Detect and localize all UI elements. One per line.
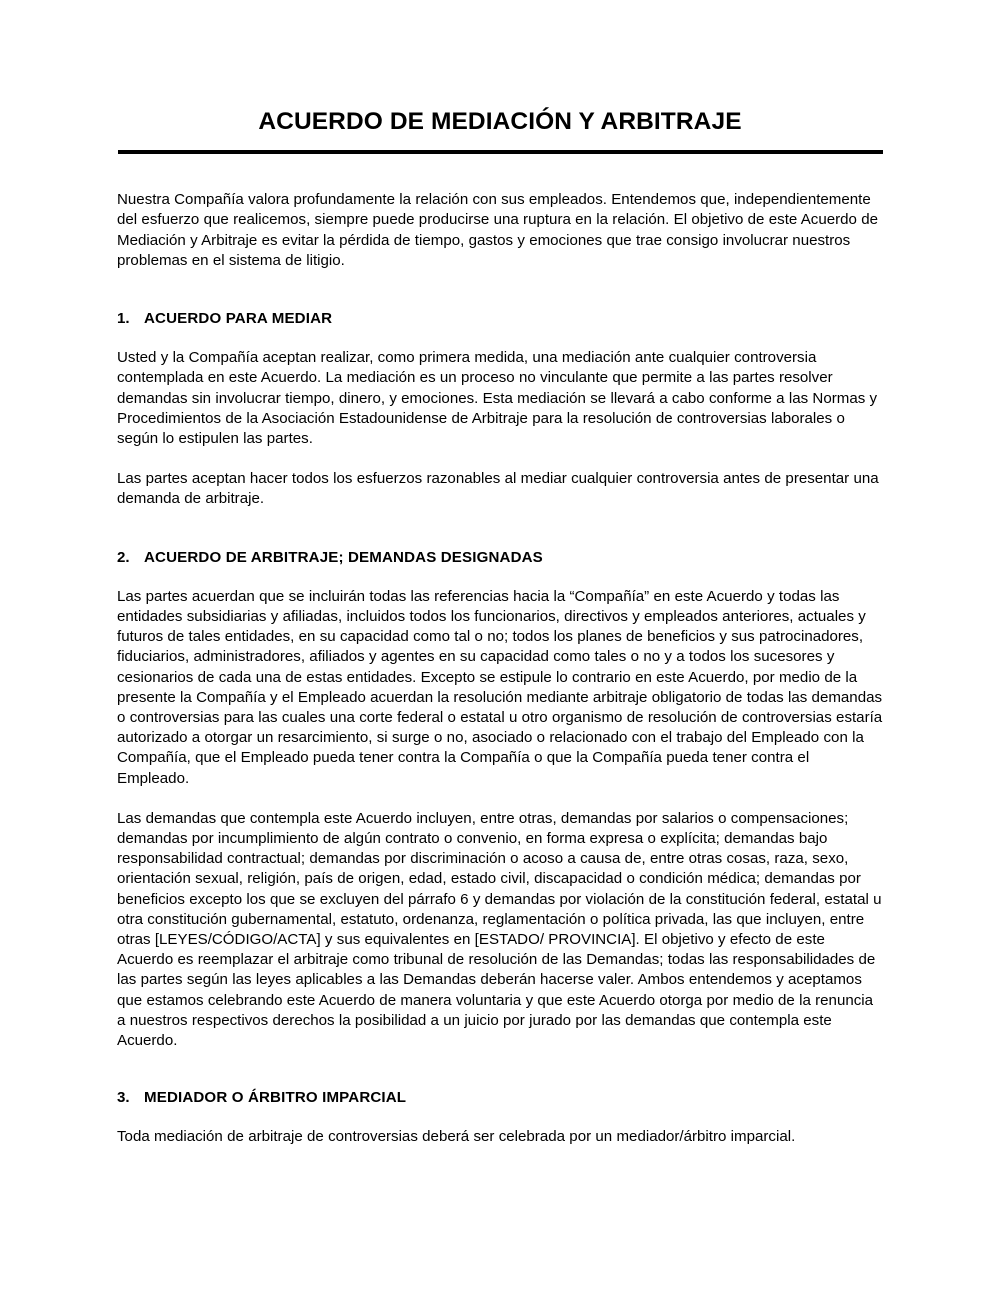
section-number-2: 2. [117,548,130,566]
section-title-1: ACUERDO PARA MEDIAR [144,309,333,327]
section-1-paragraph-1: Usted y la Compañía aceptan realizar, como primera medida, una mediación ante cualquier controversia contemplada en este Acuerdo. La mediación es un proceso no vinculante que permite a las partes resolver demandas sin involucrar tiempo, dinero, y emociones. Esta mediación se llevará a cabo conforme a las Normas y Procedimientos de la Asociación Estadounidense de Arbitraje para la resolución de controversias laborales o según lo estipulen las partes. [117,349,878,447]
document-body [117,0,883,1148]
page-title: ACUERDO DE MEDIACIÓN Y ARBITRAJE [258,108,742,135]
spacer [117,271,883,309]
section-number-3: 3. [117,1089,130,1107]
intro-paragraph: Nuestra Compañía valora profundamente la relación con sus empleados. Entendemos que, independientemente del esfuerzo que realicemos, siempre puede producirse una ruptura en la relación. El objetivo de este Acuerdo de Mediación y Arbitraje es evitar la pérdida de tiempo, gastos y emociones que trae consigo involucrar nuestros problemas en el sistema de litigio. [117,191,879,269]
title-divider [118,150,883,154]
section-title-3: MEDIADOR O ÁRBITRO IMPARCIAL [144,1089,407,1107]
section-heading-2 [117,548,883,568]
spacer [117,1051,883,1088]
spacer [117,789,883,809]
section-number-1: 1. [117,309,130,327]
section-2-paragraph-1: Las partes acuerdan que se incluirán todas las referencias hacia la “Compañía” en este Acuerdo y todas las entidades subsidiarias y afiliadas, incluidos todos los funcionarios, directivos y empleados anteriores, actuales y futuros de tales entidades, en su capacidad como tal o no; todos los planes de beneficios y sus patrocinadores, fiduciarios, administradores, afiliados y agentes en su capacidad como tales o no y a todos los sucesores y cesionarios de cada una de estas entidades. Excepto se estipule lo contrario en este Acuerdo, por medio de la presente la Compañía y el Empleado acuerdan la resolución mediante arbitraje obligatorio de todas las demandas o controversias para las cuales una corte federal o estatal u otro organismo de resolución de controversias estaría autorizado a otorgar un resarcimiento, si surge o no, asociado o relacionado con el trabajo del Empleado con la Compañía, que el Empleado pueda tener contra la Compañía o que la Compañía pueda tener contra el Empleado. [117,587,883,787]
section-heading-1 [117,309,883,329]
spacer [117,568,883,587]
section-title-2: ACUERDO DE ARBITRAJE; DEMANDAS DESIGNADAS [144,548,543,566]
section-2-paragraph-2: Las demandas que contempla este Acuerdo incluyen, entre otras, demandas por salarios o compensaciones; demandas por incumplimiento de algún contrato o convenio, en forma expresa o explícita; demandas bajo responsabilidad contractual; demandas por discriminación o acoso a causa de, entre otras cosas, raza, sexo, orientación sexual, religión, país de origen, edad, estado civil, discapacidad o condición médica; demandas por beneficios excepto los que se excluyen del párrafo 6 y demandas por violación de la constitución federal, estatal u otra constitución gubernamental, estatuto, ordenanza, reglamentación o política privada, las que incluyen, entre otras [LEYES/CÓDIGO/ACTA] y sus equivalentes en [ESTADO/ PROVINCIA]. El objetivo y efecto de este Acuerdo es reemplazar el arbitraje como tribunal de resolución de las Demandas; todas las responsabilidades de las partes según las leyes aplicables a las Demandas deberán hacerse valer. Ambos entendemos y aceptamos que estamos celebrando este Acuerdo de manera voluntaria y que este Acuerdo otorga por medio de la renuncia a nuestros respectivos derechos la posibilidad a un juicio por jurado por las demandas que contempla este Acuerdo. [117,809,882,1050]
spacer [117,449,883,469]
spacer [117,1108,883,1127]
section-1-paragraph-2: Las partes aceptan hacer todos los esfuerzos razonables al mediar cualquier controversia antes de presentar una demanda de arbitraje. [117,470,879,508]
spacer [117,162,883,190]
spacer [117,510,883,548]
section-heading-3 [117,1088,883,1108]
spacer [117,329,883,348]
section-3-paragraph-1: Toda mediación de arbitraje de controversias deberá ser celebrada por un mediador/árbitro imparcial. [117,1128,796,1146]
